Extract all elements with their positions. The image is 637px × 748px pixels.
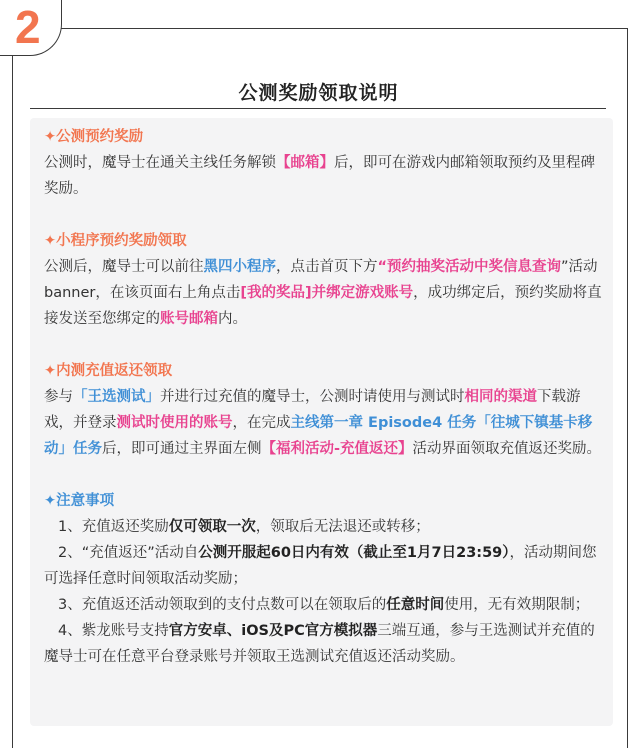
section-body [44,150,604,202]
bold-text: 仅可领取一次 [168,519,256,535]
note-item [44,514,604,540]
body-text: 内。 [218,311,247,327]
highlight-account-mailbox: 账号邮箱 [160,311,218,327]
section-notes [44,488,604,670]
section-heading: ✦内测充值返还领取 [44,363,173,379]
section-heading: ✦注意事项 [44,493,115,509]
section-mini-program-reward [44,228,604,332]
section-recharge-refund [44,358,604,462]
body-text: ，点击首页下方 [276,259,378,275]
body-text: 后，即可在游戏内邮箱领取预约及里程碑奖励。 [44,155,595,197]
section-number: 2 [15,1,41,53]
page-title: 公测奖励领取说明 [238,82,399,104]
body-text: 2、“充值返还”活动自 [58,545,199,561]
bold-text: 公测开服起60日内有效（截止至1月7日23:59） [198,545,510,561]
body-text: 公测后，魔导士可以前往 [44,259,204,275]
highlight-test-account: 测试时使用的账号 [116,415,233,431]
highlight-welfare-activity: 【福利活动-充值返还】 [261,441,413,457]
body-text: 参与 [44,389,73,405]
body-text: 1、充值返还奖励 [58,519,169,535]
body-text: 3、充值返还活动领取到的支付点数可以在领取后的 [58,597,387,613]
note-item [44,540,604,592]
note-item [44,618,604,670]
body-text: 后，即可通过主界面左侧 [102,441,262,457]
highlight-mini-program: 黑四小程序 [203,259,276,275]
section-body [44,254,604,332]
body-text: 三端互通，参与王选测试并充值的魔导士可在任意平台登录账号并领取王选测试充值返还活动奖励。 [44,623,595,665]
section-heading: ✦公测预约奖励 [44,129,144,145]
info-content [44,124,604,696]
section-heading: ✦小程序预约奖励领取 [44,233,187,249]
body-text: ，活动期间您可选择任意时间领取活动奖励； [44,545,597,587]
highlight-my-prizes: [我的奖品]并绑定游戏账号 [240,285,414,301]
bold-text: 官方安卓、iOS及PC官方模拟器 [168,623,378,639]
body-text: 4、紫龙账号支持 [58,623,169,639]
highlight-lottery-activity: “预约抽奖活动中奖信息查询 [377,259,562,275]
title-divider [30,108,606,109]
body-text: ，成功绑定后，预约奖励将直接发送至您绑定的 [44,285,602,327]
body-text: ，在完成 [232,415,291,431]
body-text: 使用，无有效期限制； [444,597,590,613]
highlight-mailbox: 【邮箱】 [276,155,334,171]
body-text: 并进行过充值的魔导士，公测时请使用与测试时 [160,389,465,405]
body-text: ，领取后无法退还或转移； [255,519,430,535]
highlight-same-channel: 相同的渠道 [464,389,537,405]
section-body [44,384,604,462]
highlight-test-name: 「王选测试」 [73,389,160,405]
body-text: 活动界面领取充值返还奖励。 [412,441,602,457]
note-item [44,592,604,618]
bold-text: 任意时间 [386,597,445,613]
body-text: 公测时，魔导士在通关主线任务解锁 [44,155,276,171]
body-text: 下载游戏，并登录 [44,389,581,431]
highlight-main-quest: 主线第一章 Episode4 任务「往城下镇基卡移动」任务 [44,415,593,457]
body-text: ”活动banner，在该页面右上角点击 [44,259,598,301]
section-open-beta-reservation [44,124,604,202]
